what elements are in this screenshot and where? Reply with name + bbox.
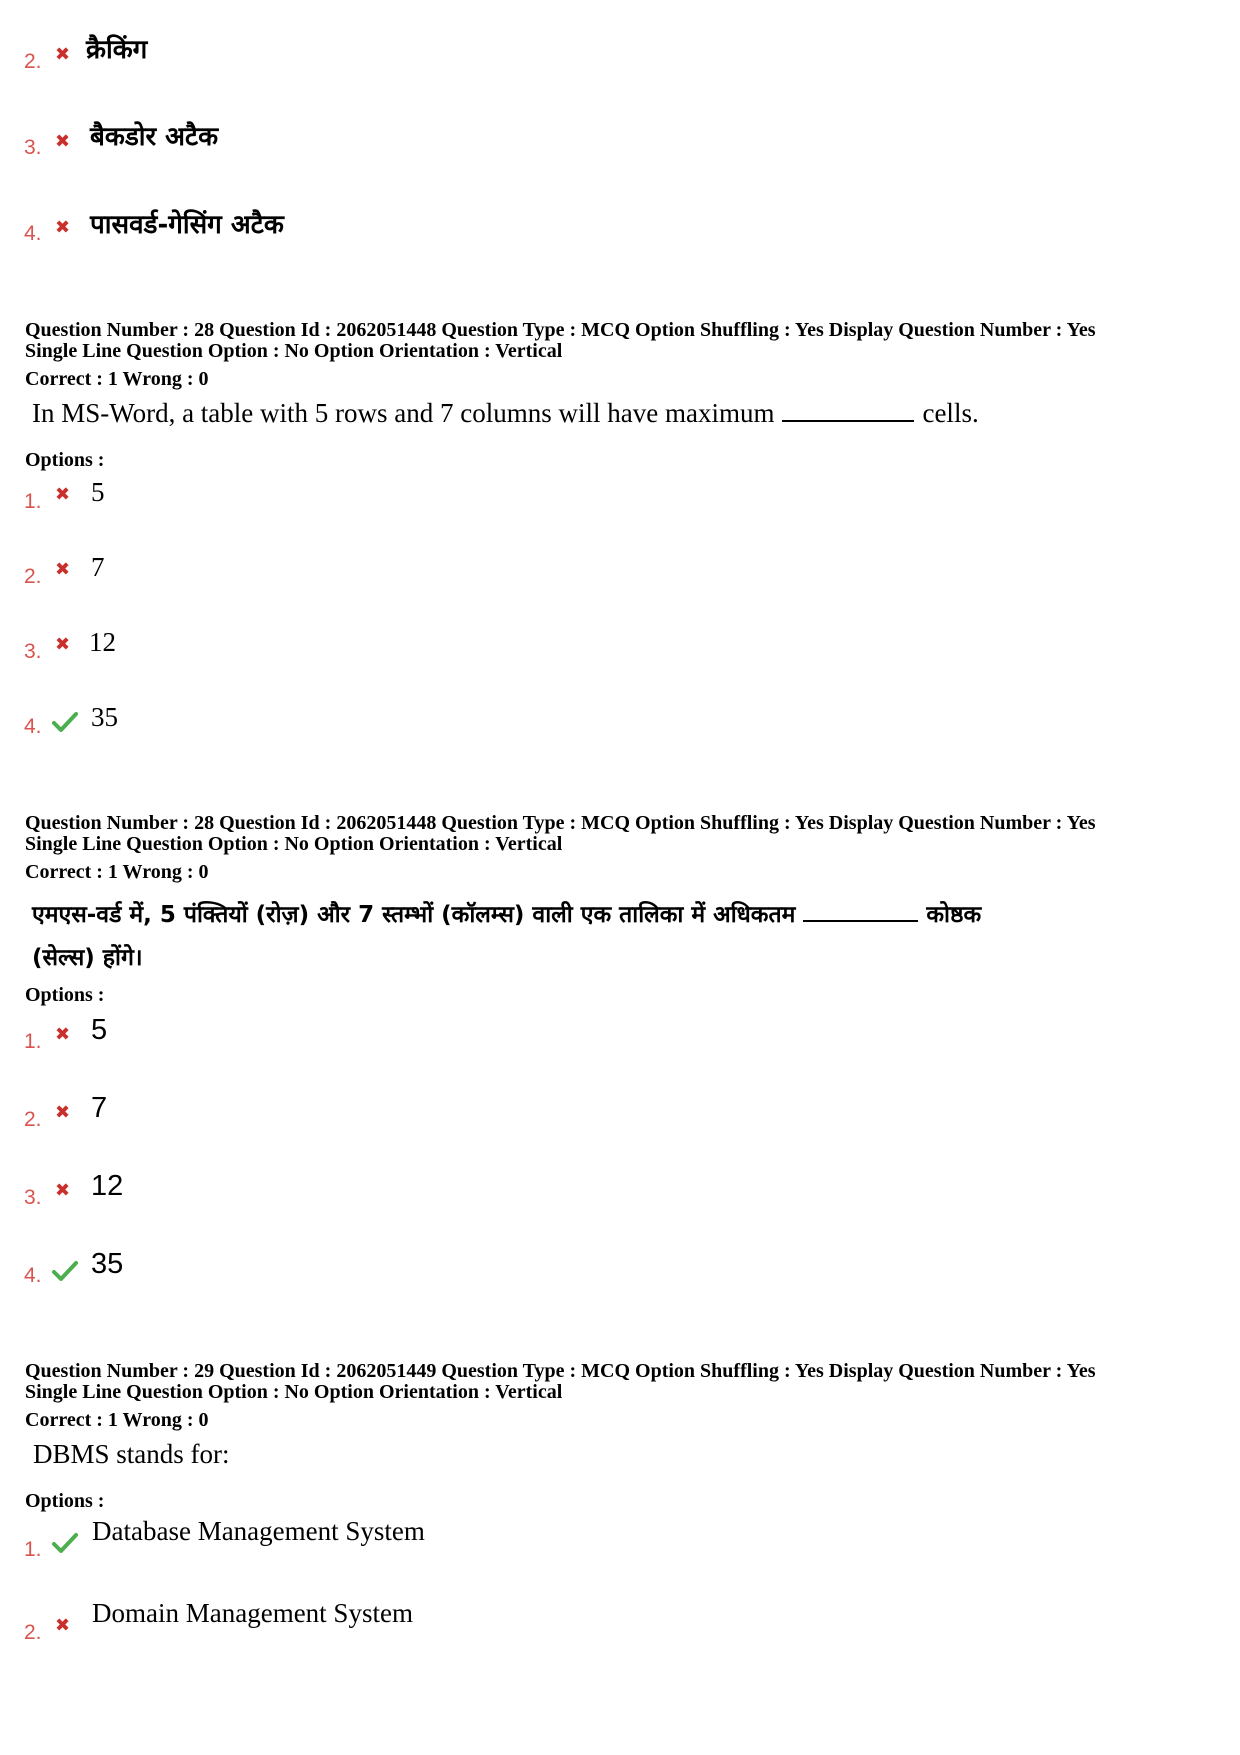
option-text: Database Management System <box>92 1516 425 1546</box>
option-text: 12 <box>89 627 116 657</box>
options-label: Options : <box>25 449 105 471</box>
question-text-part: cells. <box>922 398 979 428</box>
option-text: 5 <box>91 1014 108 1046</box>
option-text: Domain Management System <box>92 1598 413 1628</box>
option-number: 2. <box>24 565 42 588</box>
option-number: 1. <box>24 490 42 513</box>
option-text: क्रैकिंग <box>86 35 148 65</box>
question-text-part: एमएस-वर्ड में, 5 पंक्तियों (रोज़) और 7 स्तम्भों (कॉलम्स) वाली एक तालिका में अधिकतम <box>32 902 796 928</box>
question-text-part: कोष्ठक <box>926 902 982 928</box>
wrong-icon: ✖ <box>55 559 71 580</box>
question-meta: Single Line Question Option : No Option Orientation : Vertical <box>25 1381 563 1403</box>
wrong-icon: ✖ <box>55 131 71 152</box>
correct-check-icon <box>52 711 78 733</box>
marks-info: Correct : 1 Wrong : 0 <box>25 861 209 883</box>
wrong-icon: ✖ <box>55 44 71 65</box>
wrong-icon: ✖ <box>55 634 71 655</box>
question-text-line2: (सेल्स) होंगे। <box>32 945 143 971</box>
option-number: 4. <box>24 715 42 738</box>
option-number: 2. <box>24 1108 42 1131</box>
correct-check-icon <box>52 1532 78 1554</box>
wrong-icon: ✖ <box>55 217 71 238</box>
wrong-icon: ✖ <box>55 1102 71 1123</box>
option-number: 3. <box>24 640 42 663</box>
question-meta: Question Number : 28 Question Id : 2062051448 Question Type : MCQ Option Shuffling : Yes Display Question Number : Yes <box>25 812 1096 834</box>
option-number: 4. <box>24 1264 42 1287</box>
blank-line <box>803 900 918 922</box>
wrong-icon: ✖ <box>55 484 71 505</box>
marks-info: Correct : 1 Wrong : 0 <box>25 1409 209 1431</box>
question-meta: Single Line Question Option : No Option Orientation : Vertical <box>25 833 563 855</box>
option-text: 35 <box>91 702 118 732</box>
option-number: 1. <box>24 1538 42 1561</box>
question-meta: Single Line Question Option : No Option Orientation : Vertical <box>25 340 563 362</box>
option-number: 1. <box>24 1030 42 1053</box>
wrong-icon: ✖ <box>55 1180 71 1201</box>
option-number: 4. <box>24 222 42 245</box>
question-text <box>32 398 979 429</box>
wrong-icon: ✖ <box>55 1615 71 1636</box>
option-number: 2. <box>24 50 42 73</box>
correct-check-icon <box>52 1260 78 1282</box>
options-label: Options : <box>25 1490 105 1512</box>
option-text: बैकडोर अटैक <box>90 122 219 152</box>
option-text: 12 <box>91 1170 124 1202</box>
marks-info: Correct : 1 Wrong : 0 <box>25 368 209 390</box>
question-text: DBMS stands for: <box>33 1439 230 1469</box>
option-text: 5 <box>91 477 105 507</box>
option-number: 3. <box>24 1186 42 1209</box>
question-text-part: In MS-Word, a table with 5 rows and 7 columns will have maximum <box>32 398 775 428</box>
question-meta: Question Number : 29 Question Id : 2062051449 Question Type : MCQ Option Shuffling : Yes Display Question Number : Yes <box>25 1360 1096 1382</box>
wrong-icon: ✖ <box>55 1024 71 1045</box>
option-text: 7 <box>91 552 105 582</box>
option-number: 3. <box>24 136 42 159</box>
option-text: पासवर्ड-गेसिंग अटैक <box>90 210 284 240</box>
question-meta: Question Number : 28 Question Id : 2062051448 Question Type : MCQ Option Shuffling : Yes Display Question Number : Yes <box>25 319 1096 341</box>
option-number: 2. <box>24 1621 42 1644</box>
options-label: Options : <box>25 984 105 1006</box>
blank-line <box>782 400 914 422</box>
option-text: 35 <box>91 1248 124 1280</box>
question-text <box>32 897 981 929</box>
option-text: 7 <box>91 1092 108 1124</box>
